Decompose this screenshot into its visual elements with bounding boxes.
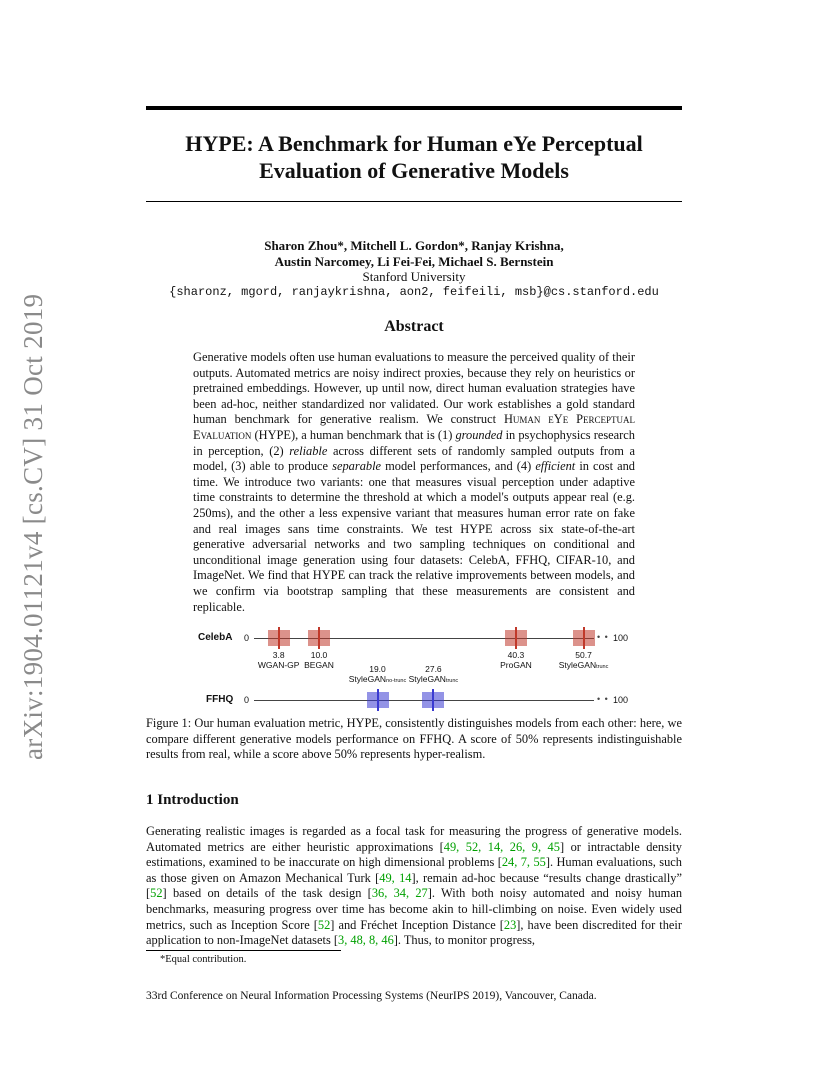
celeba-point-2-marker [515, 627, 517, 649]
title-line-1: HYPE: A Benchmark for Human eYe Perceptual [185, 131, 643, 156]
figure-caption: Figure 1: Our human evaluation metric, HYPE, consistently distinguishes models from each other: here, we compare different generative models performance on FFHQ. A score of 50% represents indistinguishable results from real, while a score above 50% represents hyper-realism. [146, 716, 682, 762]
ffhq-point-1-model-label: StyleGANtrunc [408, 674, 459, 684]
ffhq-point-0-model-label: StyleGANno-trunc [348, 674, 407, 684]
section-heading-introduction: 1 Introduction [146, 792, 239, 808]
title-line-2: Evaluation of Generative Models [259, 158, 569, 183]
celeba-point-1-model-label: BEGAN [304, 660, 334, 670]
celeba-point-0-model-label: WGAN-GP [257, 660, 300, 670]
title-bottom-rule [146, 201, 682, 202]
citation-link[interactable]: 23 [503, 917, 517, 932]
ffhq-point-1-marker [432, 689, 434, 711]
footnote-rule [146, 950, 341, 951]
ffhq-axis-max: 100 [613, 695, 629, 705]
celeba-point-1-score-label: 10.0 [310, 650, 328, 660]
ffhq-point-0-marker [377, 689, 379, 711]
paper-title [146, 130, 682, 184]
citation-link[interactable]: 49, 52, 14, 26, 9, 45 [443, 839, 560, 854]
celeba-point-1-marker [318, 627, 320, 649]
ffhq-axis-min: 0 [244, 695, 250, 705]
celeba-point-3-marker [583, 627, 585, 649]
citation-link[interactable]: 3, 48, 8, 46 [338, 933, 394, 948]
citation-link[interactable]: 52 [150, 886, 163, 901]
author-emails: {sharonz, mgord, ranjaykrishna, aon2, feifeili, msb}@cs.stanford.edu [169, 285, 659, 299]
authors-line-2: Austin Narcomey, Li Fei-Fei, Michael S. Bernstein [274, 254, 554, 269]
author-list [146, 238, 682, 270]
row-label-celeba: CelebA [198, 632, 233, 643]
celeba-axis-max: 100 [613, 633, 629, 643]
ffhq-axis-dots: • • [597, 694, 609, 704]
citation-link[interactable]: 36, 34, 27 [371, 886, 428, 901]
figure-score-scale [190, 628, 640, 710]
authors-line-1: Sharon Zhou*, Mitchell L. Gordon*, Ranjay Krishna, [264, 238, 564, 253]
conference-note: 33rd Conference on Neural Information Processing Systems (NeurIPS 2019), Vancouver, Canada. [146, 990, 597, 1002]
celeba-point-0-marker [278, 627, 280, 649]
abstract-heading: Abstract [384, 318, 444, 335]
row-label-ffhq: FFHQ [206, 694, 234, 705]
citation-link[interactable]: 52 [317, 917, 331, 932]
title-top-rule [146, 106, 682, 110]
introduction-body: Generating realistic images is regarded as a focal task for measuring the progress of generative models. Automated metrics are either heuristic approximations [49, 52, 14, 26, 9, 45] or intractable density estimations, examined to be inaccurate on high dimensional problems [24, 7, 55]. Human evaluations, such as those given on Amazon Mechanical Turk [49, 14], remain ad-hoc because “results change drastically” [52] based on details of the task design [36, 34, 27]. With both noisy automated and noisy human benchmarks, measuring progress over time has become akin to hill-climbing on noise. Even widely used metrics, such as Inception Score [52] and Fréchet Inception Distance [23], have been discredited for their application to non-ImageNet datasets [3, 48, 8, 46]. Thus, to monitor progress, [146, 824, 683, 948]
ffhq-point-0-score-label: 19.0 [369, 664, 386, 674]
arxiv-side-label: arXiv:1904.01121v4 [cs.CV] 31 Oct 2019 [18, 293, 48, 760]
celeba-axis-min: 0 [244, 633, 250, 643]
ffhq-point-1-score-label: 27.6 [425, 664, 442, 674]
celeba-axis-line [254, 638, 594, 639]
citation-link[interactable]: 24, 7, 55 [501, 855, 546, 870]
celeba-axis-dots: • • [597, 632, 609, 642]
celeba-point-2-model-label: ProGAN [500, 660, 532, 670]
celeba-point-0-score-label: 3.8 [272, 650, 285, 660]
celeba-point-2-score-label: 40.3 [507, 650, 525, 660]
abstract-body: Generative models often use human evaluations to measure the perceived quality of their outputs. Automated metrics are noisy indirect proxies, because they rely on heuristics or pretrained embeddings. However, up until now, direct human evaluation strategies have been ad-hoc, neither standardized nor validated. Our work establishes a gold standard human benchmark for generative realism. We construct Human eYe Perceptual Evaluation (HYPE), a human benchmark that is (1) grounded in psychophysics research in perception, (2) reliable across different sets of randomly sampled outputs from a model, (3) able to produce separable model performances, and (4) efficient in cost and time. We introduce two variants: one that measures visual perception under adaptive time constraints to determine the threshold at which a model's outputs appear real (e.g. 250ms), and the other a less expensive variant that measures human error rate on fake and real images sans time constraints. We test HYPE across six state-of-the-art generative adversarial networks and two sampling techniques on conditional and unconditional image generation using four datasets: CelebA, FFHQ, CIFAR-10, and ImageNet. We find that HYPE can track the relative improvements between models, and we confirm via bootstrap sampling that these measurements are consistent and replicable. [193, 350, 635, 614]
citation-link[interactable]: 49, 14 [379, 870, 412, 885]
footnote: *Equal contribution. [160, 954, 247, 965]
affiliation: Stanford University [362, 269, 466, 284]
celeba-point-3-model-label: StyleGANtrunc [558, 660, 609, 670]
celeba-point-3-score-label: 50.7 [575, 650, 592, 660]
